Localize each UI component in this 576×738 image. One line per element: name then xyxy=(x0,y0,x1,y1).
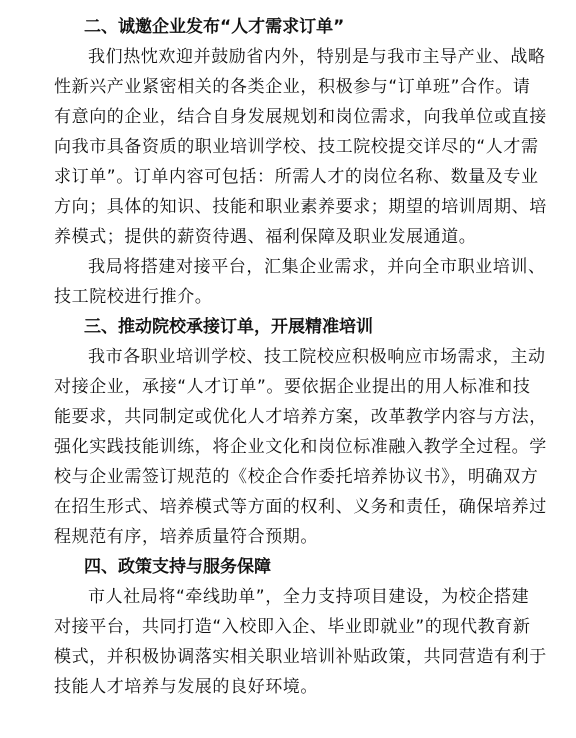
text-line: 方向；具体的知识、技能和职业素养要求；期望的培训周期、培 xyxy=(54,197,547,217)
text-line: 市人社局将“牵线助单”，全力支持项目建设，为校企搭建 xyxy=(88,587,530,607)
text-line: 我市各职业培训学校、技工院校应积极响应市场需求，主动 xyxy=(88,347,546,367)
text-line: 养模式；提供的薪资待遇、福利保障及职业发展通道。 xyxy=(54,227,477,247)
paragraph xyxy=(54,342,547,552)
text-line: 我局将搭建对接平台，汇集企业需求，并向全市职业培训、 xyxy=(88,257,546,277)
text-line: 强化实践技能训练，将企业文化和岗位标准融入教学全过程。学 xyxy=(54,437,547,457)
text-line: 我们热忱欢迎并鼓励省内外，特别是与我市主导产业、战略 xyxy=(88,47,546,67)
text-line: 技能人才培养与发展的良好环境。 xyxy=(54,677,318,697)
paragraph xyxy=(54,582,547,702)
text-line: 技工院校进行推介。 xyxy=(54,287,213,307)
text-line: 校与企业需签订规范的《校企合作委托培养协议书》，明确双方 xyxy=(54,467,539,487)
section-heading: 四、政策支持与服务保障 xyxy=(84,557,271,577)
text-line: 向我市具备资质的职业培训学校、技工院校提交详尽的“人才需 xyxy=(54,137,539,157)
paragraph xyxy=(54,252,546,312)
text-line: 能要求，共同制定或优化人才培养方案，改革教学内容与方法， xyxy=(54,407,547,427)
text-line: 程规范有序，培养质量符合预期。 xyxy=(54,527,318,547)
text-line: 模式，并积极协调落实相关职业培训补贴政策，共同营造有利于 xyxy=(54,647,547,667)
text-line: 求订单”。订单内容可包括：所需人才的岗位名称、数量及专业 xyxy=(54,167,539,187)
text-line: 有意向的企业，结合自身发展规划和岗位需求，向我单位或直接 xyxy=(54,107,547,127)
paragraph xyxy=(54,42,547,252)
text-line: 对接平台，共同打造“入校即入企、毕业即就业”的现代教育新 xyxy=(54,617,531,637)
section-heading: 二、诚邀企业发布“人才需求订单” xyxy=(84,17,345,37)
text-line: 对接企业，承接“人才订单”。要依据企业提出的用人标准和技 xyxy=(54,377,531,397)
text-line: 性新兴产业紧密相关的各类企业，积极参与“订单班”合作。请 xyxy=(54,77,531,97)
section-heading: 三、推动院校承接订单，开展精准培训 xyxy=(84,317,373,337)
text-line: 在招生形式、培养模式等方面的权利、义务和责任，确保培养过 xyxy=(54,497,547,517)
